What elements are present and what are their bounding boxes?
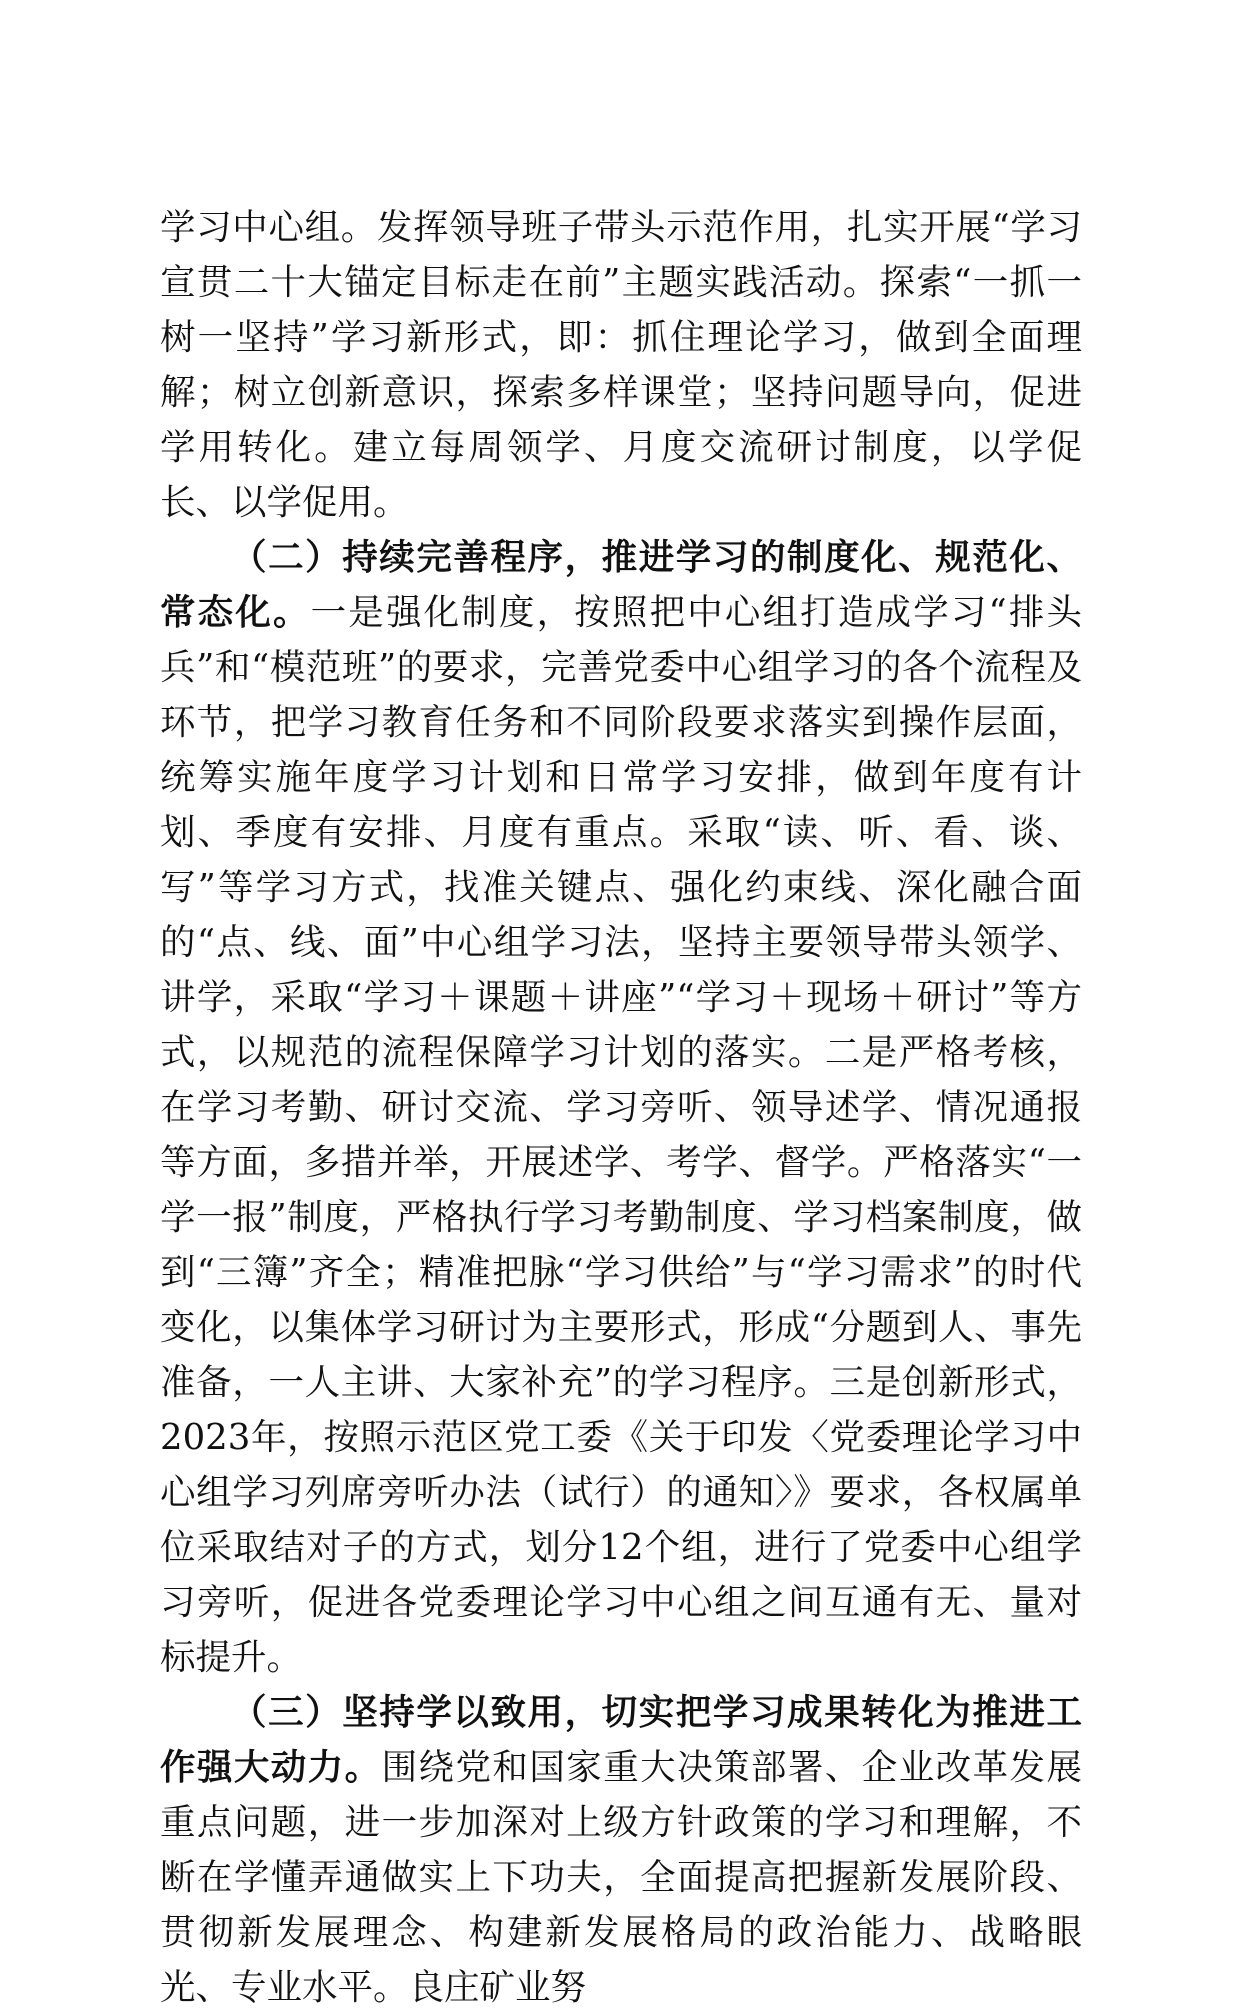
section-heading: （三）坚持学以致用，切实把学习成果转化为推进工作强大动力。	[160, 1692, 1082, 1788]
paragraph-section-2	[160, 530, 1082, 1685]
section-heading: （二）持续完善程序，推进学习的制度化、规范化、常态化。	[160, 537, 1082, 633]
paragraph-body: 一是强化制度，按照把中心组打造成学习“排头兵”和“模范班”的要求，完善党委中心组学习的各个流程及环节，把学习教育任务和不同阶段要求落实到操作层面，统筹实施年度学习计划和日常学习安排，做到年度有计划、季度有安排、月度有重点。采取“读、听、看、谈、写”等学习方式，找准关键点、强化约束线、深化融合面的“点、线、面”中心组学习法，坚持主要领导带头领学、讲学，采取“学习＋课题＋讲座”“学习＋现场＋研讨”等方式，以规范的流程保障学习计划的落实。二是严格考核，在学习考勤、研讨交流、学习旁听、领导述学、情况通报等方面，多措并举，开展述学、考学、督学。严格落实“一学一报”制度，严格执行学习考勤制度、学习档案制度，做到“三簿”齐全；精准把脉“学习供给”与“学习需求”的时代变化，以集体学习研讨为主要形式，形成“分题到人、事先准备，一人主讲、大家补充”的学习程序。三是创新形式，2023年，按照示范区党工委《关于印发〈党委理论学习中心组学习列席旁听办法（试行）的通知〉》要求，各权属单位采取结对子的方式，划分12个组，进行了党委中心组学习旁听，促进各党委理论学习中心组之间互通有无、量对标提升。	[160, 592, 1082, 1678]
paragraph-continuation	[160, 200, 1082, 530]
document-page	[160, 200, 1082, 2015]
paragraph-section-3	[160, 1685, 1082, 2015]
paragraph-body: 围绕党和国家重大决策部署、企业改革发展重点问题，进一步加深对上级方针政策的学习和理解，不断在学懂弄通做实上下功夫，全面提高把握新发展阶段、贯彻新发展理念、构建新发展格局的政治能力、战略眼光、专业水平。良庄矿业努	[160, 1747, 1082, 2008]
paragraph-body: 学习中心组。发挥领导班子带头示范作用，扎实开展“学习宣贯二十大锚定目标走在前”主题实践活动。探索“一抓一树一坚持”学习新形式，即：抓住理论学习，做到全面理解；树立创新意识，探索多样课堂；坚持问题导向，促进学用转化。建立每周领学、月度交流研讨制度，以学促长、以学促用。	[160, 207, 1082, 523]
